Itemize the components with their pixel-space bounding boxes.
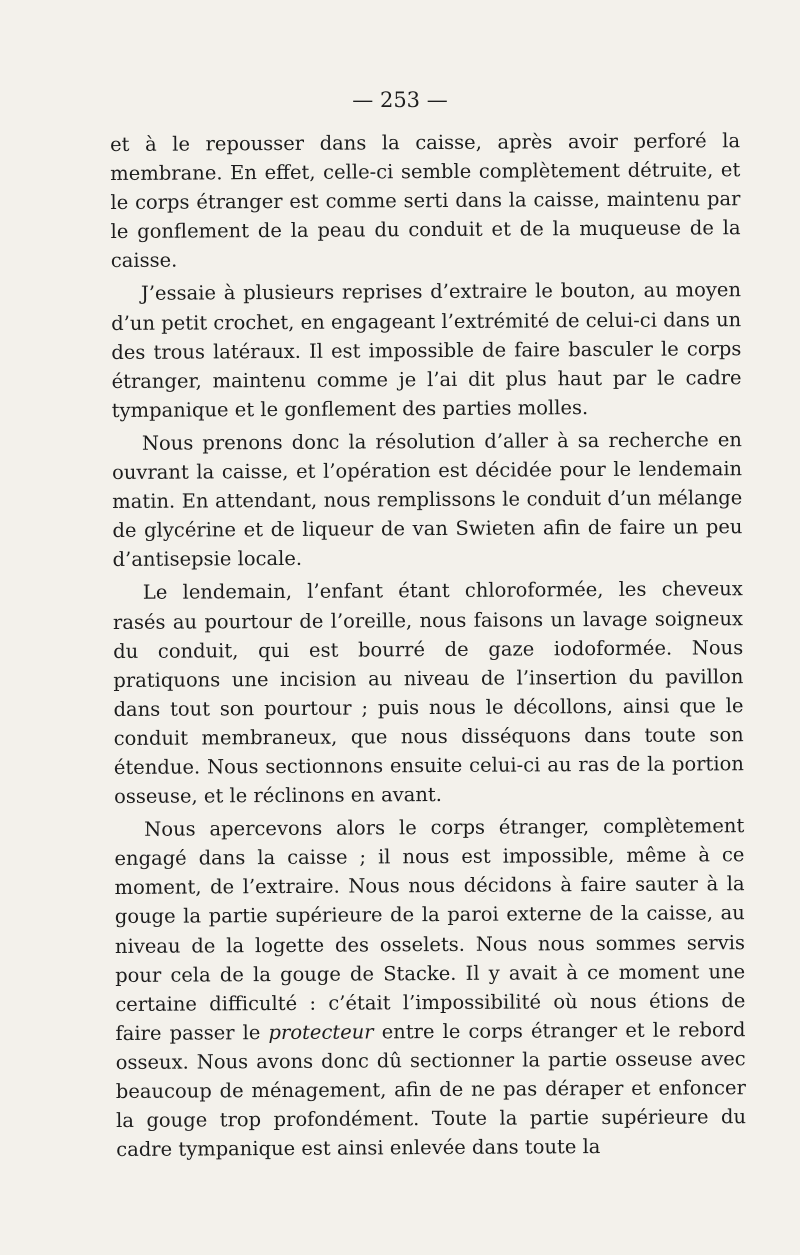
paragraph-4: Le lendemain, l’enfant étant chloroformée, les cheveux rasés au pourtour de l’oreille, nous faisons un lavage soigneux du conduit, qui est bourré de gaze iodoformée. Nous pratiquons une incision au niveau de l’insertion du pavillon dans tout son pourtour ; puis nous le décollons, ainsi que le conduit membraneux, que nous disséquons dans toute son étendue. Nous sectionnons ensuite celui-ci au ras de la portion osseuse, et le réclinons en avant. [112, 577, 744, 809]
paragraph-2: J’essaie à plusieurs reprises d’extraire le bouton, au moyen d’un petit crochet, en engageant l’extrémité de celui-ci dans un des trous latéraux. Il est impossible de faire basculer le corps étranger, maintenu comme je l’ai dit plus haut par le cadre tympanique et le gonflement des parties molles. [111, 278, 742, 422]
italic-term: protecteur [268, 1020, 374, 1044]
body-text [110, 126, 746, 1164]
paragraph-5-text-start: Nous apercevons alors le corps étranger, complètement engagé dans la caisse ; il nous est impossible, même à ce moment, de l’extraire. Nous nous décidons à faire sauter à la gouge la partie supérieure de la paroi externe de la caisse, au niveau de la logette des osselets. Nous nous sommes servis pour cela de la gouge de Stacke. Il y avait à ce moment une certaine difficulté : c’était l’impossibilité où nous étions de faire passer le [114, 814, 746, 1045]
paragraph-5-text-end: entre le corps étranger et le rebord osseux. Nous avons donc dû sectionner la partie osseuse avec beaucoup de ménagement, afin de ne pas déraper et enfoncer la gouge trop profondément. Toute la partie supérieure du cadre tympanique est ainsi enlevée dans toute la [115, 1017, 747, 1162]
paragraph-1: et à le repousser dans la caisse, après avoir perforé la membrane. En effet, celle-ci semble complètement détruite, et le corps étranger est comme serti dans la caisse, maintenu par le gonflement de la peau du conduit et de la muqueuse de la caisse. [110, 129, 741, 273]
paragraph-5 [114, 811, 746, 1164]
page-number: — 253 — [352, 88, 448, 112]
paragraph-3: Nous prenons donc la résolution d’aller à sa recherche en ouvrant la caisse, et l’opération est décidée pour le lendemain matin. En attendant, nous remplissons le conduit d’un mélange de glycérine et de liqueur de van Swieten afin de faire un peu d’antisepsie locale. [112, 428, 743, 572]
